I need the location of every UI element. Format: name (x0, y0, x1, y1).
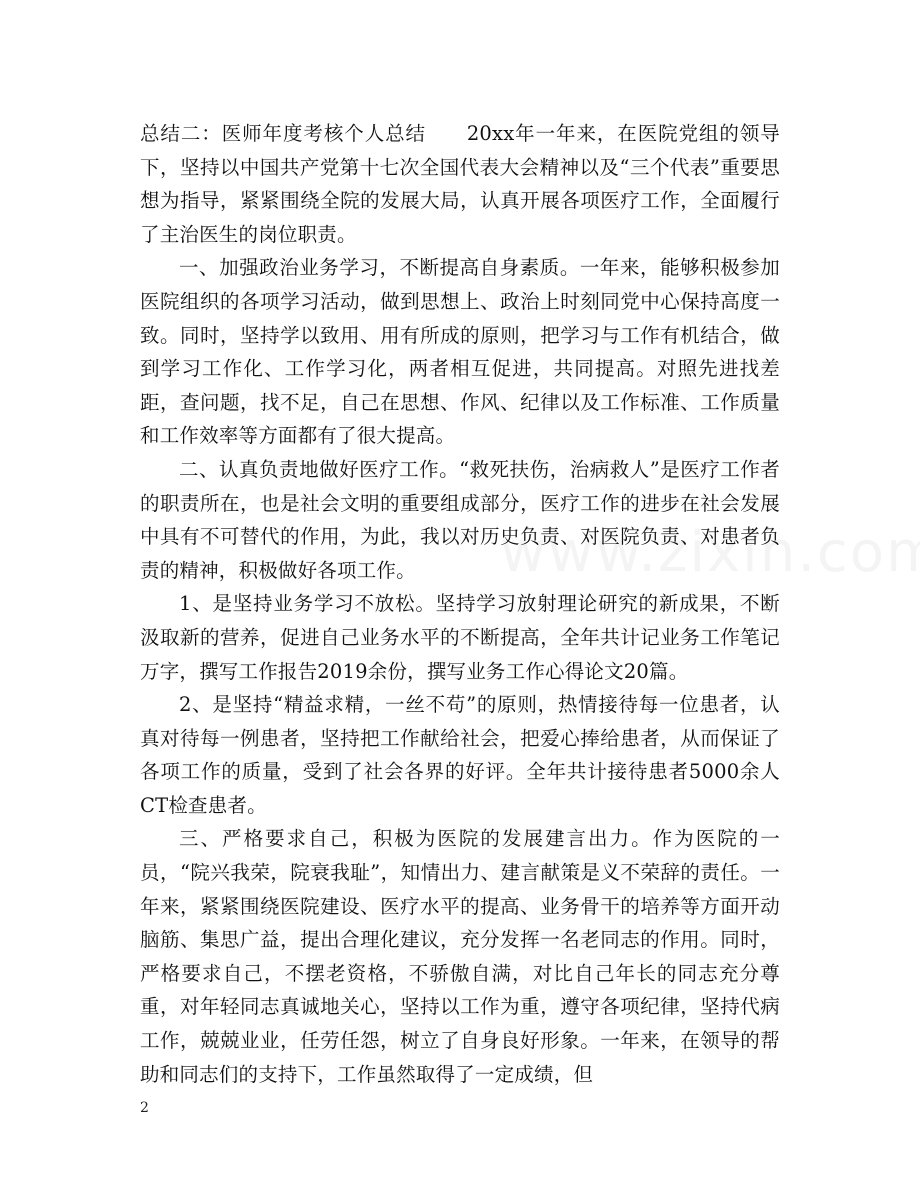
document-body (140, 117, 780, 1091)
paragraph-item-2: 2、是坚持“精益求精，一丝不苟”的原则，热情接待每一位患者，认真对待每一例患者，坚持把工作献给社会，把爱心捧给患者，从而保证了各项工作的质量，受到了社会各界的好评。全年共计接待患者5000余人CT检查患者。 (140, 693, 780, 817)
paragraph-section-3: 三、严格要求自己，积极为医院的发展建言出力。作为医院的一员，“院兴我荣，院衰我耻”，知情出力、建言献策是义不荣辞的责任。一年来，紧紧围绕医院建设、医疗水平的提高、业务骨干的培养等方面开动脑筋、集思广益，提出合理化建议，充分发挥一名老同志的作用。同时，严格要求自己，不摆老资格，不骄傲自满，对比自己年长的同志充分尊重，对年轻同志真诚地关心，坚持以工作为重，遵守各项纪律，坚持代病工作，兢兢业业，任劳任怨，树立了自身良好形象。一年来，在领导的帮助和同志们的支持下，工作虽然取得了一定成绩，但 (140, 827, 780, 1086)
paragraph-item-1: 1、是坚持业务学习不放松。坚持学习放射理论研究的新成果，不断汲取新的营养，促进自己业务水平的不断提高，全年共计记业务工作笔记万字，撰写工作报告2019余份，撰写业务工作心得论文20篇。 (140, 592, 780, 683)
page-number: 2 (140, 1100, 149, 1116)
paragraph-section-2: 二、认真负责地做好医疗工作。“救死扶伤，治病救人”是医疗工作者的职责所在，也是社会文明的重要组成部分，医疗工作的进步在社会发展中具有不可替代的作用，为此，我以对历史负责、对医院负责、对患者负责的精神，积极做好各项工作。 (140, 457, 780, 582)
paragraph-section-1: 一、加强政治业务学习，不断提高自身素质。一年来，能够积极参加医院组织的各项学习活动，做到思想上、政治上时刻同党中心保持高度一致。同时，坚持学以致用、用有所成的原则，把学习与工作有机结合，做到学习工作化、工作学习化，两者相互促进，共同提高。对照先进找差距，查问题，找不足，自己在思想、作风、纪律以及工作标准、工作质量和工作效率等方面都有了很大提高。 (140, 256, 780, 448)
paragraph-intro: 总结二：医师年度考核个人总结 20xx年一年来，在医院党组的领导下，坚持以中国共产党第十七次全国代表大会精神以及“三个代表”重要思想为指导，紧紧围绕全院的发展大局，认真开展各项医疗工作，全面履行了主治医生的岗位职责。 (140, 122, 780, 246)
